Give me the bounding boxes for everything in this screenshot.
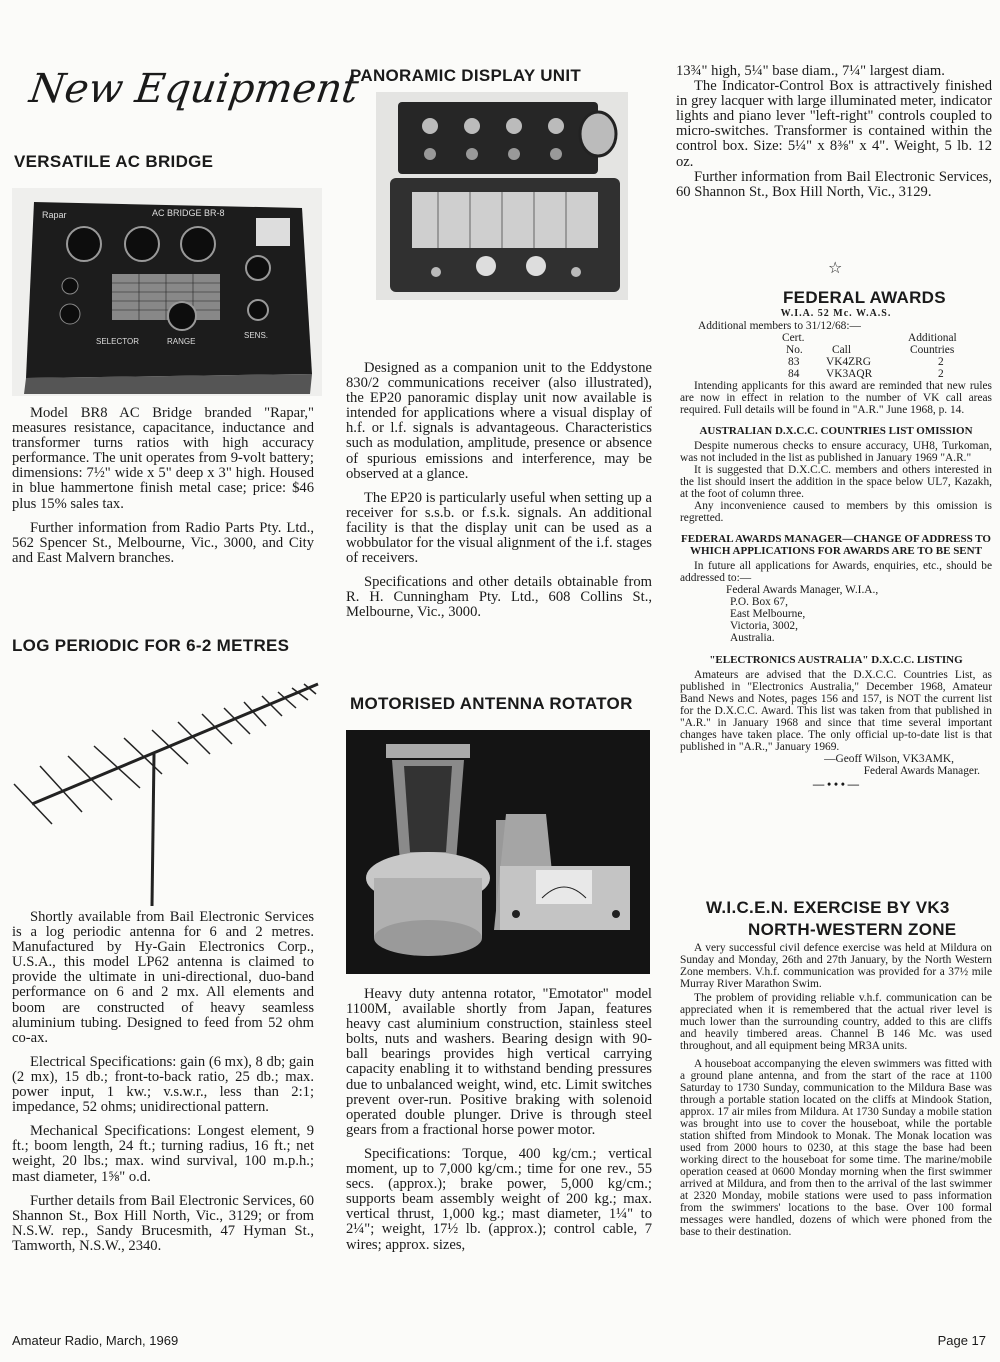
address-line: P.O. Box 67, — [730, 596, 788, 608]
table-row-2-call: VK3AQR — [826, 368, 873, 380]
bridge-model-label: AC BRIDGE BR-8 — [152, 208, 225, 218]
rotator-cont-paragraph-1: 13¾" high, 5¼" base diam., 7¼" largest diam. — [676, 63, 945, 79]
address-line: Victoria, 3002, — [730, 620, 798, 632]
table-row-1-no: 83 — [788, 356, 800, 368]
address-line: Federal Awards Manager, W.I.A., — [726, 584, 879, 596]
table-head-cert: Cert. — [782, 332, 805, 344]
bridge-paragraph-1: Model BR8 AC Bridge branded "Rapar," measures resistance, capacitance, inductance and transformer turns ratios with high accuracy performance. The unit operates from 9-volt battery; dimensions: 7½" wide x 5" deep x 3" high. Housed in blue hammertone finish metal case; price: $46 plus 15% sales tax. — [12, 405, 314, 512]
fed-additional-members: Additional members to 31/12/68:— — [698, 320, 861, 332]
bridge-sens-label: SENS. — [244, 331, 269, 340]
bridge-paragraph-2: Further information from Radio Parts Pty. Ltd., 562 Spencer St., Melbourne, Vic., 3000, and City and East Malvern branches. — [12, 519, 314, 566]
bridge-text — [12, 406, 314, 575]
wicen-title-line-2: NORTH-WESTERN ZONE — [748, 920, 957, 939]
versatile-ac-bridge-title: VERSATILE AC BRIDGE — [14, 152, 214, 171]
antenna-rotator-title: MOTORISED ANTENNA ROTATOR — [350, 694, 633, 713]
panoramic-text — [346, 361, 652, 630]
table-head-countries: Countries — [910, 344, 955, 356]
new-equipment-script-title: New Equipment — [26, 66, 362, 112]
antenna-rotator-photo — [346, 730, 650, 974]
fed-paragraph-1: Intending applicants for this award are reminded that new rules are now in effect in relation to the number of VK call areas required. Full details will be found in "A.R." June 1968, p. 14. — [680, 380, 992, 416]
signature-1: —Geoff Wilson, VK3AMK, — [824, 753, 954, 765]
manager-address — [680, 584, 992, 644]
table-row-2-no: 84 — [788, 368, 800, 380]
signature-2: Federal Awards Manager. — [863, 765, 980, 777]
bridge-brand-label: Rapar — [42, 210, 67, 220]
rotator-paragraph-1: Heavy duty antenna rotator, "Emotator" model 1100M, available shortly from Japan, features heavy cast aluminium construction, stainless steel bolts, nuts and washers. Bearing design with 90- ball bearings provides high vertical carrying capacity enabling it to withstand bending pressures due to unbalanced weight, wind, etc. Limit switches prevent over-run. Positive braking with solenoid operated double plunger. Drive is through steel gears from a fractional horse power motor. — [346, 986, 652, 1138]
log-paragraph-4: Further details from Bail Electronic Services, 60 Shannon St., Box Hill North, Vic., 3129; or from N.S.W. rep., Sandy Brucesmith, 47 Hyman St., Tamworth, N.S.W., 2340. — [12, 1192, 314, 1254]
bridge-selector-label: SELECTOR — [96, 337, 139, 346]
rotator-paragraph-2: Specifications: Torque, 400 kg/cm.; vertical moment, up to 7,000 kg/cm.; time for one rev., 55 secs. (approx.); brake power, 5,000 kg/cm.; supports beam assembly weight of 200 kg.; max. vertical thrust, 1,000 kg.; mast diameter, 1¼" to 2¼"; weight, 17½ lb. (approx.); control cable, 7 wires; approx. sizes, — [346, 1145, 652, 1253]
pan-paragraph-1: Designed as a companion unit to the Eddystone 830/2 communications receiver (also illustrated), the EP20 panoramic display unit now available is intended for applications where a visual display of h.f. or l.f. signals is advantageous. Characteristics such as modulation, amplitude, presence or absence of spurious emissions and interference, may be observed at a glance. — [346, 360, 652, 482]
log-paragraph-2: Electrical Specifications: gain (6 mx), 8 db; gain (2 mx), 15 db.; front-to-back ratio, 25 db.; max. power input, 1 kw.; v.s.w.r., less than 2:1; impedance, 52 ohms; unidirectional pattern. — [12, 1053, 314, 1116]
log-paragraph-1: Shortly available from Bail Electronic Services is a log periodic antenna for 6 and 2 metres. Manufactured by Hy-Gain Electronics Corp., U.S.A., this model LP62 antenna is claimed to provide the ultimate in uni-directional, duo-band performance on 6 and 2 mx. All elements and boom are constructed of heavy seamless aluminium tubing. Designed to feed from 52 ohm co-ax. — [12, 909, 314, 1046]
log-paragraph-3: Mechanical Specifications: Longest element, 9 ft.; boom length, 24 ft.; turning radius, 16 ft.; net weight, 20 lbs.; max. wind survival, 100 m.p.h.; mast diameter, 1⅝" o.d. — [12, 1123, 314, 1185]
rotator-cont-paragraph-3: Further information from Bail Electronic Services, 60 Shannon St., Box Hill North, Vic., 3129. — [676, 168, 992, 200]
pan-paragraph-3: Specifications and other details obtainable from R. H. Cunningham Pty. Ltd., 608 Collins St., Melbourne, Vic., 3000. — [346, 574, 652, 621]
footer-page-number: Page 17 — [937, 1333, 986, 1348]
electronics-australia-heading: "ELECTRONICS AUSTRALIA" D.X.C.C. LISTING — [709, 654, 963, 666]
star-separator: ☆ — [828, 258, 843, 277]
address-line: East Melbourne, — [730, 608, 806, 620]
federal-awards-section — [680, 308, 992, 791]
panoramic-display-photo — [376, 92, 628, 300]
address-line: Australia. — [730, 632, 775, 644]
footer-publication: Amateur Radio, March, 1969 — [12, 1333, 179, 1348]
table-head-call: Call — [832, 344, 851, 356]
federal-awards-title: FEDERAL AWARDS — [783, 288, 946, 307]
wicen-title-line-1: W.I.C.E.N. EXERCISE BY VK3 — [706, 898, 950, 917]
wicen-section — [680, 942, 992, 1238]
table-head-additional: Additional — [908, 332, 957, 344]
dxcc-paragraph-1: Despite numerous checks to ensure accuracy, UH8, Turkoman, was not included in the list as published in January 1969 "A.R." — [680, 440, 992, 464]
rotator-text — [346, 987, 652, 1262]
dxcc-paragraph-2: It is suggested that D.X.C.C. members and others interested in the list should insert the addition in the space below UL7, Kazakh, at the foot of column three. — [680, 464, 992, 500]
ac-bridge-photo — [12, 188, 322, 396]
dxcc-paragraph-3: Any inconvenience caused to members by this omission is regretted. — [680, 500, 992, 524]
wicen-paragraph-3: A houseboat accompanying the eleven swimmers was fitted with a ground plane antenna, and from the start of the race at 1100 Saturday to 1730 Sunday, communication to the Mildura Base was through a portable station located on the cliffs at Mindook Station, approx. 17 air miles from Mildura. At 1730 Sunday a mobile station was brought into use to cover the houseboat, while the portable station shifted from Mindook to Monak. The Monak location was used from 2000 hours to 0230, at this stage the base had been working direct to the houseboat for some time. The marine/mobile operation ceased at 0600 Monday morning when the first swimmer arrived at Mildura, and from then to the arrival of the last swimmer at 2320 Monday, mobile stations were used to pass information from the swimmers' locations to the base. Over 100 formal messages were handled, dozens of which were phoned from the base to their destination. — [680, 1058, 992, 1238]
dxcc-omission-heading: AUSTRALIAN D.X.C.C. COUNTRIES LIST OMISSION — [699, 425, 973, 437]
fed-sub-heading: W.I.A. 52 Mc. W.A.S. — [780, 308, 892, 319]
log-periodic-antenna-photo — [12, 662, 322, 906]
log-periodic-text — [12, 910, 314, 1263]
ea-paragraph-1: Amateurs are advised that the D.X.C.C. Countries List, as published in "Electronics Australia," December 1968, Amateur Band News and Notes, pages 156 and 157, is NOT the current list for the D.X.C.C. Award. This list was taken from that published in "A.R." in January 1968 and since that time several important changes have taken place. The only official up-to-date list is that published in "A.R.," January 1969. — [680, 669, 992, 753]
table-row-2-countries: 2 — [938, 368, 944, 380]
rotator-cont-paragraph-2: The Indicator-Control Box is attractively finished in grey lacquer with large illuminated meter, indicator lights and piano lever "left-right" controls coupled to micro-switches. Transformer is contained within the control box. Size: 5¼" x 8⅜" x 4". Weight, 5 lb. 12 oz. — [676, 78, 992, 170]
log-periodic-title: LOG PERIODIC FOR 6-2 METRES — [12, 636, 290, 655]
panoramic-display-title: PANORAMIC DISPLAY UNIT — [350, 66, 582, 85]
manager-paragraph-1: In future all applications for Awards, enquiries, etc., should be addressed to:— — [680, 560, 992, 584]
table-head-no: No. — [786, 344, 803, 356]
pan-paragraph-2: The EP20 is particularly useful when setting up a receiver for s.s.b. or f.s.k. signals. An additional facility is that the display unit can be used as a wobbulator for the visual alignment of the i.f. stages of receivers. — [346, 489, 652, 567]
section-separator: — • • • — — [812, 779, 860, 791]
rotator-continued-text — [676, 64, 992, 209]
fed-table — [680, 332, 992, 380]
awards-manager-heading: FEDERAL AWARDS MANAGER—CHANGE OF ADDRESS TO WHICH APPLICATIONS FOR AWARDS ARE TO BE SENT — [681, 533, 991, 557]
bridge-range-label: RANGE — [167, 337, 196, 346]
wicen-paragraph-1: A very successful civil defence exercise was held at Mildura on Sunday and Monday, 26th and 27th January, by the North Western Zone members. V.h.f. communication was provided for a 37½ mile Murray River Marathon Swim. — [680, 942, 992, 990]
wicen-paragraph-2: The problem of providing reliable v.h.f. communication can be appreciated when it is remembered that the actual river level is much lower than the surrounding country, added to this are cliffs and heavily timbered areas. Channel B 146 Mc. was used throughout, and all equipment being MR3A units. — [680, 992, 992, 1052]
table-row-1-countries: 2 — [938, 356, 944, 368]
table-row-1-call: VK4ZRG — [826, 356, 871, 368]
